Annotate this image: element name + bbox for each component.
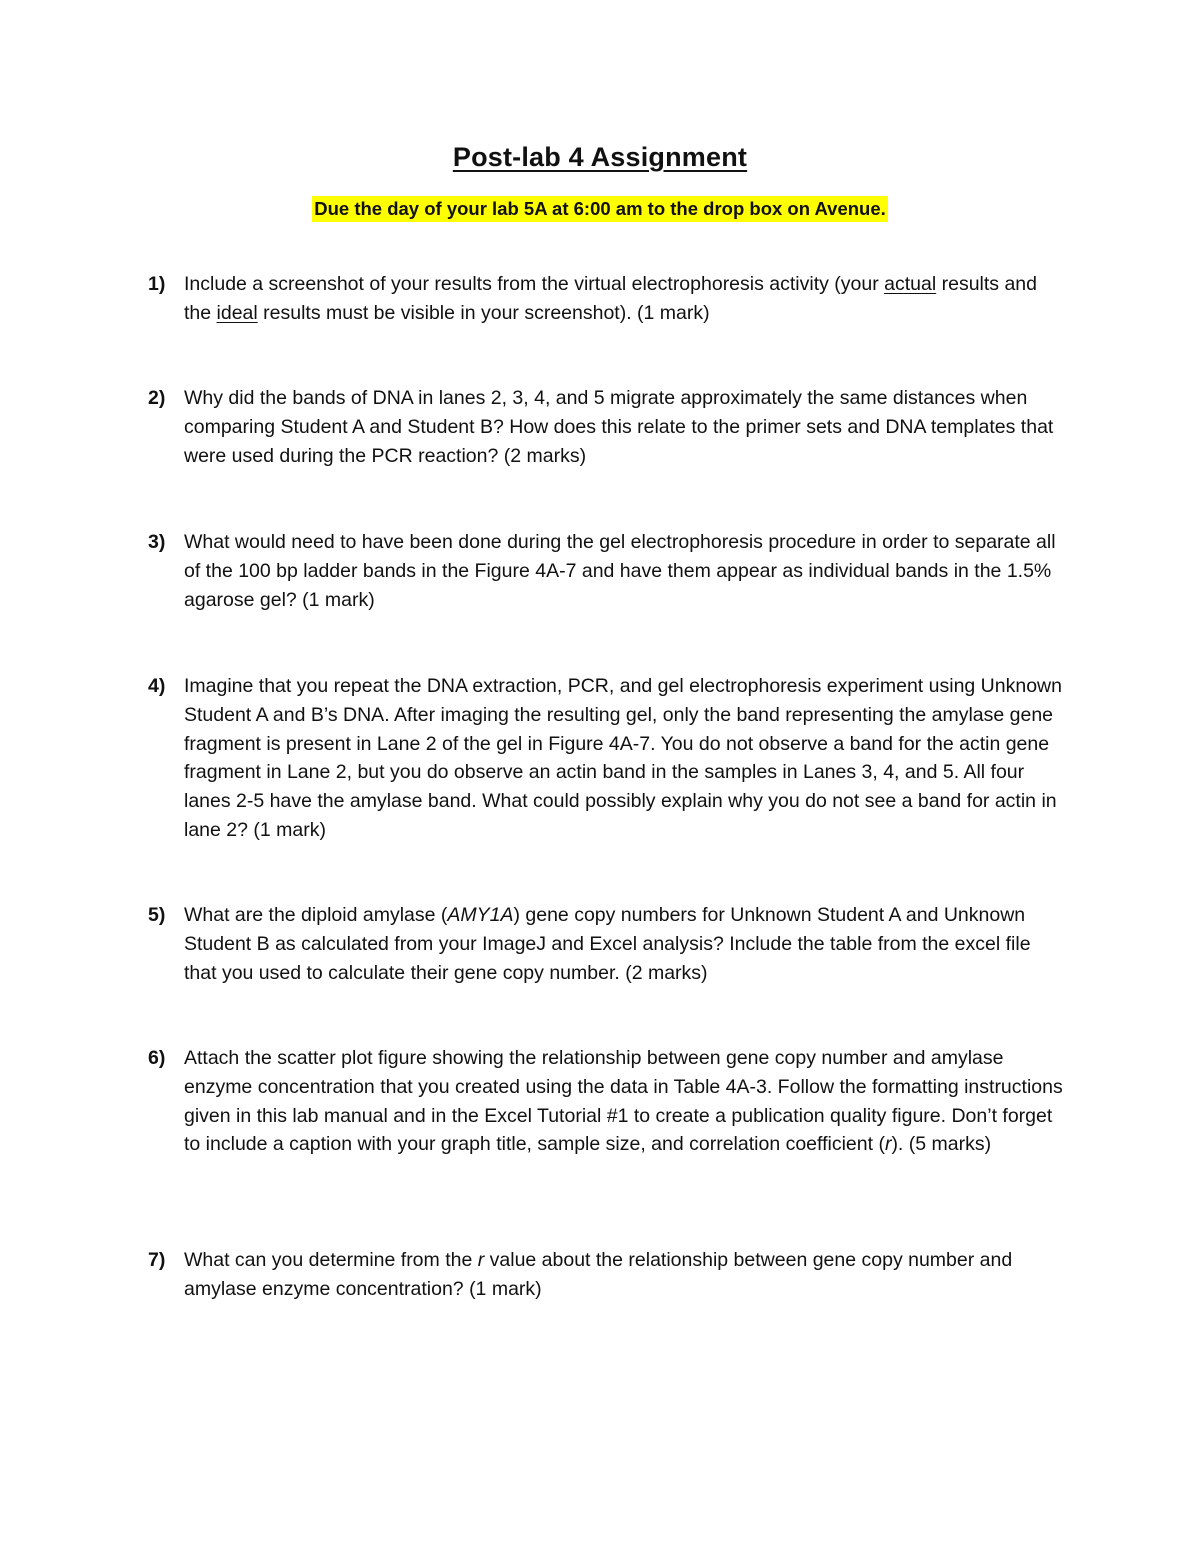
question-number: 2) [148, 387, 166, 409]
question-text [184, 528, 1068, 614]
question-7 [148, 1246, 1068, 1304]
text-run: What can you determine from the [184, 1249, 478, 1271]
text-run: results and the [184, 273, 1037, 324]
question-text [184, 901, 1068, 987]
question-text [184, 672, 1068, 845]
question-number: 4) [148, 675, 166, 697]
question-number: 5) [148, 904, 166, 926]
underlined-text: ideal [216, 301, 258, 324]
italic-text: AMY1A [447, 904, 514, 926]
question-number: 7) [148, 1249, 166, 1271]
question-number: 1) [148, 273, 166, 295]
question-number: 3) [148, 531, 166, 553]
question-1 [148, 270, 1068, 328]
underlined-text: actual [884, 273, 937, 295]
question-6 [148, 1044, 1068, 1159]
question-2 [148, 384, 1068, 470]
text-run: ) gene copy numbers for Unknown Student A and Unknown Student B as calculated from your ImageJ and Excel analysis? Include the table from the excel file that you used to calculate their gene copy number. (2 marks) [184, 904, 1031, 984]
question-number: 6) [148, 1047, 166, 1069]
question-4 [148, 672, 1068, 845]
question-5 [148, 901, 1068, 987]
question-text [184, 384, 1068, 470]
text-run: Why did the bands of DNA in lanes 2, 3, 4, and 5 migrate approximately the same distances when comparing Student A and Student B? How does this relate to the primer sets and DNA templates that were used during the PCR reaction? (2 marks) [184, 387, 1054, 467]
due-notice: Due the day of your lab 5A at 6:00 am to the drop box on Avenue. [312, 196, 888, 222]
question-text [184, 270, 1068, 328]
question-3 [148, 528, 1068, 614]
text-run: What would need to have been done during the gel electrophoresis procedure in order to separate all of the 100 bp ladder bands in the Figure 4A-7 and have them appear as individual bands in the 1.5% agarose gel? (1 mark) [184, 531, 1056, 611]
text-run: results must be visible in your screenshot). (1 mark) [257, 301, 710, 324]
text-run: ). (5 marks) [891, 1133, 992, 1156]
text-run: Attach the scatter plot figure showing the relationship between gene copy number and amylase enzyme concentration that you created using the data in Table 4A-3. Follow the formatting instructions given in this lab manual and in the Excel Tutorial #1 to create a publication quality figure. Don’t forget to include a caption with your graph title, sample size, and correlation coefficient ( [184, 1047, 1063, 1156]
page-title: Post-lab 4 Assignment [452, 142, 748, 172]
text-run: value about the relationship between gene copy number and amylase enzyme concentration? (1 mark) [184, 1249, 1013, 1300]
text-run: What are the diploid amylase ( [184, 904, 448, 926]
question-text [184, 1246, 1068, 1304]
italic-text: r [477, 1249, 485, 1271]
text-run: Include a screenshot of your results from the virtual electrophoresis activity (your [184, 273, 885, 295]
text-run: Imagine that you repeat the DNA extraction, PCR, and gel electrophoresis experiment using Unknown Student A and B’s DNA. After imaging the resulting gel, only the band representing the amylase gene fragment is present in Lane 2 of the gel in Figure 4A-7. You do not observe a band for the actin gene fragment in Lane 2, but you do observe an actin band in the samples in Lanes 3, 4, and 5. All four lanes 2-5 have the amylase band. What could possibly explain why you do not see a band for actin in lane 2? (1 mark) [184, 675, 1062, 841]
question-text [184, 1044, 1068, 1159]
italic-text: r [884, 1133, 892, 1156]
due-notice-container [0, 196, 1200, 222]
